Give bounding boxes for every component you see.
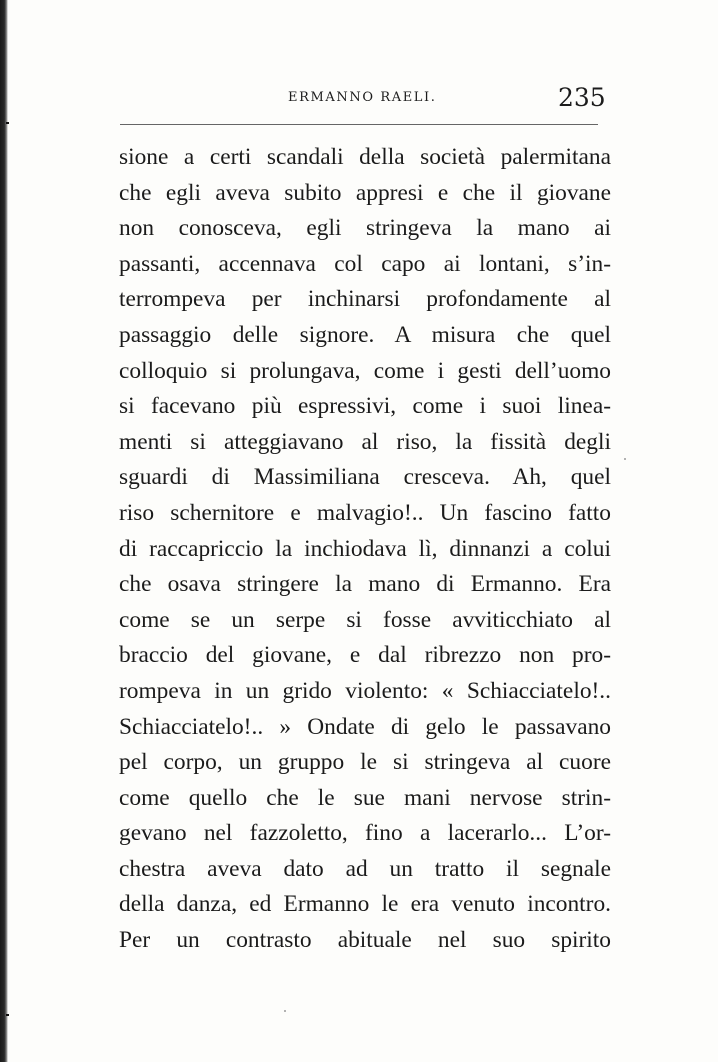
running-head — [0, 83, 718, 116]
text-line: come quello che le sue mani nervose strin- — [119, 784, 611, 811]
text-line: sione a certi scandali della società palermitana — [119, 144, 611, 170]
text-line: della danza, ed Ermanno le era venuto incontro. — [119, 891, 611, 918]
paper-speck — [624, 458, 626, 460]
page-number: 235 — [558, 83, 606, 112]
body-text — [119, 140, 611, 959]
binding-mark — [6, 122, 9, 124]
text-line: rompeva in un grido violento: « Schiacciatelo!.. — [119, 677, 611, 704]
text-line: passaggio delle signore. A misura che quel — [119, 321, 611, 348]
text-line: si facevano più espressivi, come i suoi linea- — [119, 393, 611, 420]
text-line: che osava stringere la mano di Ermanno. Era — [119, 571, 611, 598]
text-line: passanti, accennava col capo ai lontani, s’in- — [119, 250, 611, 277]
text-line: terrompeva per inchinarsi profondamente al — [119, 286, 611, 313]
text-line: sguardi di Massimiliana cresceva. Ah, quel — [119, 464, 611, 491]
text-line: chestra aveva dato ad un tratto il segnale — [119, 855, 611, 882]
text-line: non conosceva, egli stringeva la mano ai — [119, 215, 611, 242]
text-line: gevano nel fazzoletto, fino a lacerarlo... L’or- — [119, 820, 611, 847]
page-binding-edge — [0, 0, 8, 1062]
text-line: che egli aveva subito appresi e che il giovane — [119, 179, 611, 206]
paper-speck — [284, 1010, 286, 1012]
text-line: come se un serpe si fosse avviticchiato al — [119, 606, 611, 633]
text-line: menti si atteggiavano al riso, la fissità degli — [119, 428, 611, 455]
text-line: di raccapriccio la inchiodava lì, dinnanzi a colui — [119, 535, 611, 562]
text-line: riso schernitore e malvagio!.. Un fascino fatto — [119, 499, 611, 526]
text-line: braccio del giovane, e dal ribrezzo non pro- — [119, 642, 611, 669]
text-line: Schiacciatelo!.. » Ondate di gelo le passavano — [119, 713, 611, 740]
running-title: ERMANNO RAELI. — [288, 90, 437, 105]
header-rule — [120, 124, 598, 125]
text-line: Per un contrasto abituale nel suo spirito — [119, 927, 611, 954]
binding-mark — [6, 1014, 9, 1016]
text-line: pel corpo, un gruppo le si stringeva al cuore — [119, 749, 611, 776]
text-line: colloquio si prolungava, come i gesti dell’uomo — [119, 357, 611, 384]
